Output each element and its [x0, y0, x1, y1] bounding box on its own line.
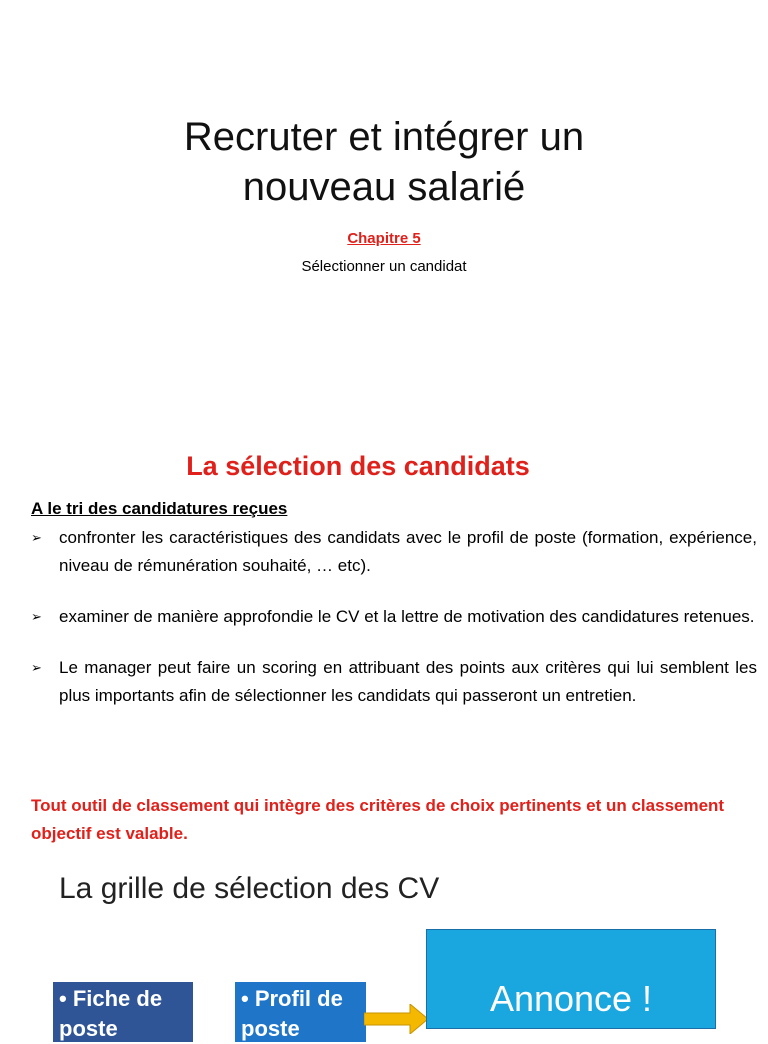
bullet-text: examiner de manière approfondie le CV et la lettre de motivation des candidatures retenues. — [59, 607, 755, 626]
classement-note: Tout outil de classement qui intègre des critères de choix pertinents et un classement objectif est valable. — [31, 796, 725, 843]
chapter-label: Chapitre 5 — [347, 230, 421, 247]
slide1-subtitle: Sélectionner un candidat — [301, 258, 467, 275]
list-item — [31, 603, 757, 631]
bullet-text: Le manager peut faire un scoring en attribuant des points aux critères qui lui semblent les plus importants afin de sélectionner les candidats qui passeront un entretien. — [59, 658, 757, 705]
fiche-de-poste-box: • Fiche de poste — [53, 982, 193, 1042]
profil-de-poste-box: • Profil de poste — [235, 982, 366, 1042]
list-item — [31, 654, 757, 710]
selection-subheading: A le tri des candidatures reçues — [31, 499, 288, 518]
bullet-text: confronter les caractéristiques des candidats avec le profil de poste (formation, expérience, niveau de rémunération souhaité, … etc). — [59, 528, 757, 575]
list-item — [31, 524, 757, 580]
selection-heading: La sélection des candidats — [186, 451, 530, 481]
grille-heading: La grille de sélection des CV — [59, 872, 440, 905]
annonce-box: Annonce ! — [426, 929, 716, 1029]
arrow-bullet-icon: ➢ — [31, 609, 42, 624]
slide1-title: Recruter et intégrer un nouveau salarié — [183, 115, 585, 209]
arrow-bullet-icon: ➢ — [31, 660, 42, 675]
arrow-right-icon — [364, 1004, 428, 1034]
bullet-list — [31, 524, 757, 733]
arrow-bullet-icon: ➢ — [31, 530, 42, 545]
